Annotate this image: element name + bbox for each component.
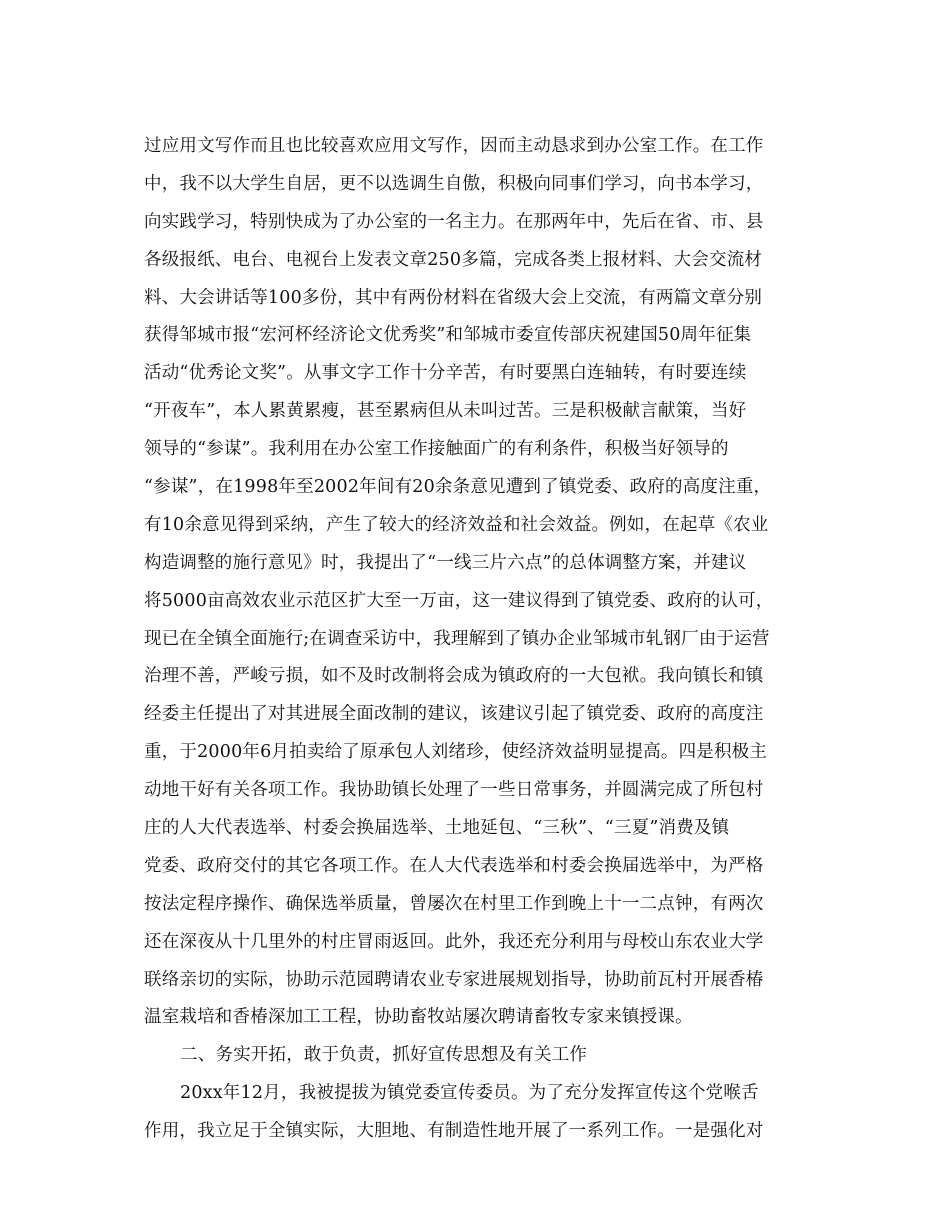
text-line: 料、大会讲话等100多份，其中有两份材料在省级大会上交流，有两篇文章分别 [144, 287, 763, 308]
text-line: 向实践学习，特别快成为了办公室的一名主力。在那两年中，先后在省、市、县 [144, 211, 764, 232]
text-line: 获得邹城市报“宏河杯经济论文优秀奖”和邹城市委宣传部庆祝建国50周年征集 [144, 325, 752, 346]
text-line: 治理不善，严峻亏损，如不及时改制将会成为镇政府的一大包袱。我向镇长和镇 [144, 666, 764, 687]
text-line: 还在深夜从十几里外的村庄冒雨返回。此外，我还充分利用与母校山东农业大学 [144, 931, 764, 952]
text-line: 经委主任提出了对其进展全面改制的建议，该建议引起了镇党委、政府的高度注 [144, 704, 764, 725]
text-line: 重，于2000年6月拍卖给了原承包人刘绪珍，使经济效益明显提高。四是积极主 [144, 742, 768, 763]
text-line: 领导的“参谋”。我利用在办公室工作接触面广的有利条件，积极当好领导的 [144, 439, 729, 460]
text-line: 作用，我立足于全镇实际，大胆地、有制造性地开展了一系列工作。一是强化对 [144, 1121, 764, 1142]
text-line: 中，我不以大学生自居，更不以选调生自傲，积极向同事们学习，向书本学习， [144, 173, 764, 194]
text-line: 各级报纸、电台、电视台上发表文章250多篇，完成各类上报材料、大会交流材 [144, 249, 763, 270]
text-line: 将5000亩高效农业示范区扩大至一万亩，这一建议得到了镇党委、政府的认可， [144, 590, 774, 611]
text-line: 过应用文写作而且也比较喜欢应用文写作，因而主动恳求到办公室工作。在工作 [144, 136, 764, 156]
text-line: 按法定程序操作、确保选举质量，曾屡次在村里工作到晚上十一二点钟，有两次 [144, 893, 764, 914]
text-line: “开夜车”，本人累黄累瘦，甚至累病但从未叫过苦。三是积极献言献策，当好 [144, 401, 747, 422]
text-line: 党委、政府交付的其它各项工作。在人大代表选举和村委会换届选举中，为严格 [144, 855, 764, 876]
text-line: 温室栽培和香椿深加工工程，协助畜牧站屡次聘请畜牧专家来镇授课。 [144, 1007, 693, 1028]
text-line: 庄的人大代表选举、村委会换届选举、土地延包、“三秋”、“三夏”消费及镇 [144, 818, 730, 839]
text-line: 动地干好有关各项工作。我协助镇长处理了一些日常事务，并圆满完成了所包村 [144, 780, 764, 801]
section-heading: 二、务实开拓，敢于负责，抓好宣传思想及有关工作 [180, 1045, 588, 1066]
text-line: 联络亲切的实际，协助示范园聘请农业专家进展规划指导，协助前瓦村开展香椿 [144, 969, 764, 990]
text-line: 活动“优秀论文奖”。从事文字工作十分辛苦，有时要黑白连轴转，有时要连续 [144, 363, 747, 384]
text-line: 构造调整的施行意见》时，我提出了“一线三片六点”的总体调整方案，并建议 [144, 552, 747, 573]
text-line: 20xx年12月，我被提拔为镇党委宣传委员。为了充分发挥宣传这个党喉舌 [180, 1083, 759, 1104]
text-line: 现已在全镇全面施行;在调查采访中，我理解到了镇办企业邹城市轧钢厂由于运营 [144, 628, 770, 649]
body-text [144, 128, 814, 1151]
text-line: “参谋”，在1998年至2002年间有20余条意见遭到了镇党委、政府的高度注重， [144, 477, 772, 498]
text-line: 有10余意见得到采纳，产生了较大的经济效益和社会效益。例如，在起草《农业 [144, 514, 769, 535]
